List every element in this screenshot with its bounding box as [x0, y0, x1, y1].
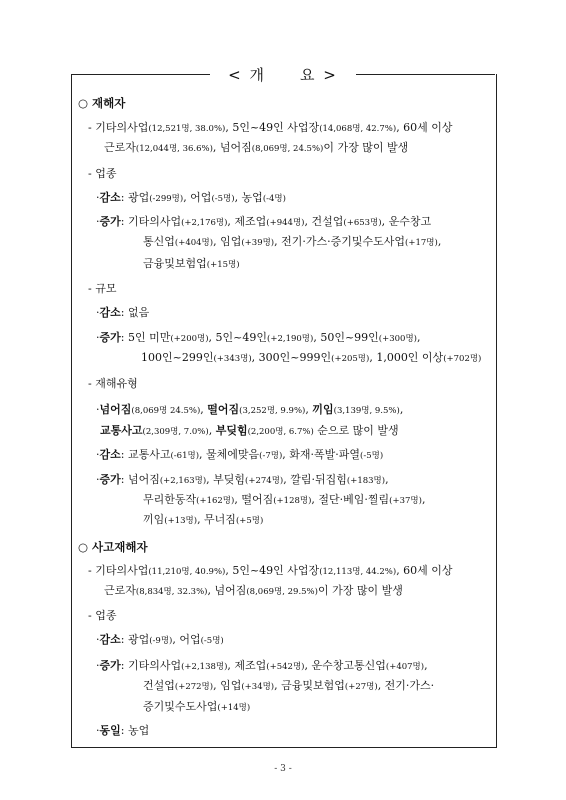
text-run: ·: [96, 448, 100, 461]
victims-type-decrease: [96, 448, 383, 463]
text-run: , 임업: [213, 235, 242, 248]
section-header-victims: ○ 재해자: [78, 96, 126, 110]
text-run: ,: [417, 331, 421, 344]
bold-label: 떨어짐: [207, 403, 240, 416]
text-run: : 없음: [120, 306, 150, 319]
stat-figure: (8,069명, 24.5%): [251, 144, 324, 154]
bold-label: 증가: [99, 659, 121, 672]
stat-figure: (-5명): [200, 636, 224, 646]
bold-label: 교통사고: [100, 424, 143, 437]
victims-type-line-1: [96, 403, 403, 418]
stat-figure: (2,200명, 6.7%): [247, 427, 314, 437]
stat-figure: (12,521명, 38.0%): [148, 124, 226, 134]
stat-figure: (-299명): [149, 194, 184, 204]
text-run: ·: [96, 403, 100, 416]
text-run: , 5인~49인 사업장: [225, 121, 320, 134]
victims-type-increase-1: [96, 473, 389, 488]
text-run: - 기타의사업: [88, 564, 149, 577]
stat-figure: (+17명): [405, 238, 438, 248]
bold-label: 넘어짐: [99, 403, 132, 416]
text-run: 증기및수도사업: [143, 700, 218, 713]
text-run: ·: [96, 633, 100, 646]
page-number: - 3 -: [274, 764, 292, 774]
accident-summary-line-2: [104, 584, 403, 599]
victims-industry-increase-2: [143, 235, 441, 250]
text-run: , 운수창고통신업: [304, 659, 386, 672]
text-run: , 화재·폭발·파열: [282, 448, 361, 461]
bold-label: 동일: [99, 724, 121, 737]
stat-figure: (8,834명, 32.3%): [135, 587, 208, 597]
accident-industry-decrease: [96, 633, 224, 648]
text-run: , 전기·가스·증기및수도사업: [274, 235, 406, 248]
text-run: ,: [208, 424, 216, 437]
text-run: , 60세 이상: [396, 564, 453, 577]
stat-figure: (+702명): [443, 354, 482, 364]
stat-figure: (-61명): [170, 451, 200, 461]
victims-type-increase-2: [143, 493, 425, 508]
stat-figure: (+200명): [170, 334, 209, 344]
stat-figure: (+13명): [164, 516, 198, 526]
bold-label: 감소: [99, 633, 121, 646]
text-run: , 금융및보험업: [274, 679, 345, 692]
text-run: ,: [399, 403, 404, 416]
text-run: , 건설업: [304, 215, 344, 228]
text-run: 근로자: [104, 584, 136, 597]
stat-figure: (-5명): [360, 451, 384, 461]
victims-scale-decrease: [96, 306, 149, 320]
text-run: ,: [385, 473, 389, 486]
accident-industry-increase-1: [96, 659, 428, 674]
accident-industry-increase-3: [143, 700, 250, 715]
stat-figure: (-9명): [149, 636, 173, 646]
section-header-accident-victims: ○ 사고재해자: [78, 540, 148, 554]
text-run: , 제조업: [227, 215, 267, 228]
text-run: ,: [305, 403, 313, 416]
text-run: : 농업: [120, 724, 150, 737]
text-run: 이 가장 많이 발생: [317, 584, 403, 597]
bold-label: 감소: [99, 191, 121, 204]
text-run: , 깔림·뒤집힘: [283, 473, 347, 486]
text-run: , 300인~999인: [251, 351, 332, 364]
text-run: ,: [424, 659, 428, 672]
text-run: 이 가장 많이 발생: [323, 141, 409, 154]
bold-label: 증가: [99, 473, 121, 486]
text-run: - 기타의사업: [88, 121, 149, 134]
text-run: , 어업: [183, 191, 212, 204]
victims-scale-increase-2: [141, 351, 481, 366]
stat-figure: (+162명): [196, 496, 235, 506]
text-run: 순으로 많이 발생: [313, 424, 399, 437]
stat-figure: (8,069명, 29.5%): [246, 587, 318, 597]
stat-figure: (3,252명, 9.9%): [239, 406, 306, 416]
text-run: , 1,000인 이상: [369, 351, 444, 364]
text-run: ·: [96, 473, 100, 486]
stat-figure: (+2,138명): [181, 662, 228, 672]
bold-label: 끼임: [312, 403, 334, 416]
stat-figure: (8,069명 24.5%): [131, 406, 201, 416]
text-run: , 제조업: [227, 659, 267, 672]
stat-figure: (+300명): [378, 334, 417, 344]
text-run: ,: [200, 403, 208, 416]
text-run: ·: [96, 306, 100, 319]
text-run: , 떨어짐: [234, 493, 274, 506]
text-run: 끼임: [143, 513, 165, 526]
text-run: , 넘어짐: [212, 141, 252, 154]
text-run: , 농업: [234, 191, 263, 204]
stat-figure: (+34명): [241, 682, 275, 692]
text-run: 무리한동작: [143, 493, 197, 506]
text-run: 근로자: [104, 141, 136, 154]
victims-summary-line-2: [104, 141, 408, 156]
stat-figure: (12,044명, 36.6%): [135, 144, 213, 154]
stat-figure: (+128명): [273, 496, 312, 506]
text-run: , 넘어짐: [207, 584, 247, 597]
victims-summary-line-1: [88, 121, 453, 136]
text-run: : 광업: [120, 191, 150, 204]
text-run: 통신업: [143, 235, 175, 248]
stat-figure: (+39명): [241, 238, 275, 248]
stat-figure: (+15명): [206, 260, 240, 270]
text-run: : 기타의사업: [120, 659, 182, 672]
victims-type-line-2: [100, 424, 399, 439]
stat-figure: (+944명): [266, 218, 305, 228]
text-run: , 물체에맞음: [199, 448, 260, 461]
stat-figure: (+343명): [213, 354, 252, 364]
stat-figure: (-4명): [262, 194, 286, 204]
text-run: , 부딪힘: [206, 473, 246, 486]
victims-type-increase-3: [143, 513, 263, 528]
text-run: , 5인~49인: [208, 331, 268, 344]
bold-label: 증가: [99, 215, 121, 228]
text-run: : 광업: [120, 633, 150, 646]
text-run: : 넘어짐: [120, 473, 160, 486]
bold-label: 감소: [99, 306, 121, 319]
text-run: 100인~299인: [141, 351, 214, 364]
stat-figure: (+404명): [174, 238, 214, 248]
stat-figure: (11,210명, 40.9%): [148, 567, 226, 577]
accident-industry-header: - 업종: [88, 609, 117, 622]
accident-summary-line-1: [88, 564, 453, 579]
stat-figure: (+27명): [344, 682, 378, 692]
text-run: ,: [421, 493, 426, 506]
victims-industry-header: - 업종: [88, 167, 117, 180]
page-title: < 개 요 >: [210, 64, 356, 86]
text-run: , 50인~99인: [313, 331, 379, 344]
bold-label: 부딪힘: [215, 424, 248, 437]
bold-label: 증가: [99, 331, 121, 344]
text-run: , 임업: [213, 679, 242, 692]
text-run: , 운수창고: [381, 215, 432, 228]
text-run: ·: [96, 191, 100, 204]
stat-figure: (+407명): [385, 662, 425, 672]
victims-scale-increase-1: [96, 331, 421, 346]
text-run: , 어업: [172, 633, 201, 646]
bold-label: 감소: [99, 448, 121, 461]
stat-figure: (-5명): [211, 194, 235, 204]
text-run: : 기타의사업: [120, 215, 182, 228]
stat-figure: (12,113명, 44.2%): [319, 567, 397, 577]
accident-industry-same: [96, 724, 149, 738]
text-run: ,: [437, 235, 442, 248]
stat-figure: (+2,163명): [159, 476, 207, 486]
text-run: , 절단·베임·찔림: [311, 493, 390, 506]
victims-industry-increase-3: [143, 257, 240, 272]
text-run: ·: [96, 659, 100, 672]
stat-figure: (-7명): [259, 451, 283, 461]
text-run: , 무너짐: [197, 513, 236, 526]
text-run: , 전기·가스·: [377, 679, 435, 692]
stat-figure: (2,309명, 7.0%): [142, 427, 209, 437]
victims-industry-decrease: [96, 191, 286, 206]
text-run: 금융및보험업: [143, 257, 207, 270]
victims-industry-increase-1: [96, 215, 431, 230]
victims-type-header: - 재해유형: [88, 377, 138, 390]
stat-figure: (+2,176명): [181, 218, 228, 228]
stat-figure: (+205명): [331, 354, 370, 364]
text-run: ·: [96, 215, 100, 228]
stat-figure: (+2,190명): [267, 334, 314, 344]
text-run: : 교통사고: [120, 448, 171, 461]
stat-figure: (+37명): [389, 496, 422, 506]
text-run: , 5인~49인 사업장: [225, 564, 320, 577]
stat-figure: (14,068명, 42.7%): [319, 124, 397, 134]
stat-figure: (+542명): [266, 662, 305, 672]
stat-figure: (+183명): [346, 476, 386, 486]
stat-figure: (+653명): [343, 218, 382, 228]
accident-industry-increase-2: [143, 679, 434, 694]
text-run: 건설업: [143, 679, 175, 692]
stat-figure: (+14명): [217, 703, 251, 713]
text-run: , 60세 이상: [396, 121, 453, 134]
text-run: : 5인 미만: [120, 331, 171, 344]
victims-scale-header: - 규모: [88, 282, 117, 295]
stat-figure: (+274명): [245, 476, 284, 486]
text-run: ·: [96, 331, 100, 344]
stat-figure: (+272명): [174, 682, 214, 692]
stat-figure: (3,139명, 9.5%): [333, 406, 400, 416]
stat-figure: (+5명): [235, 516, 264, 526]
text-run: ·: [96, 724, 100, 737]
